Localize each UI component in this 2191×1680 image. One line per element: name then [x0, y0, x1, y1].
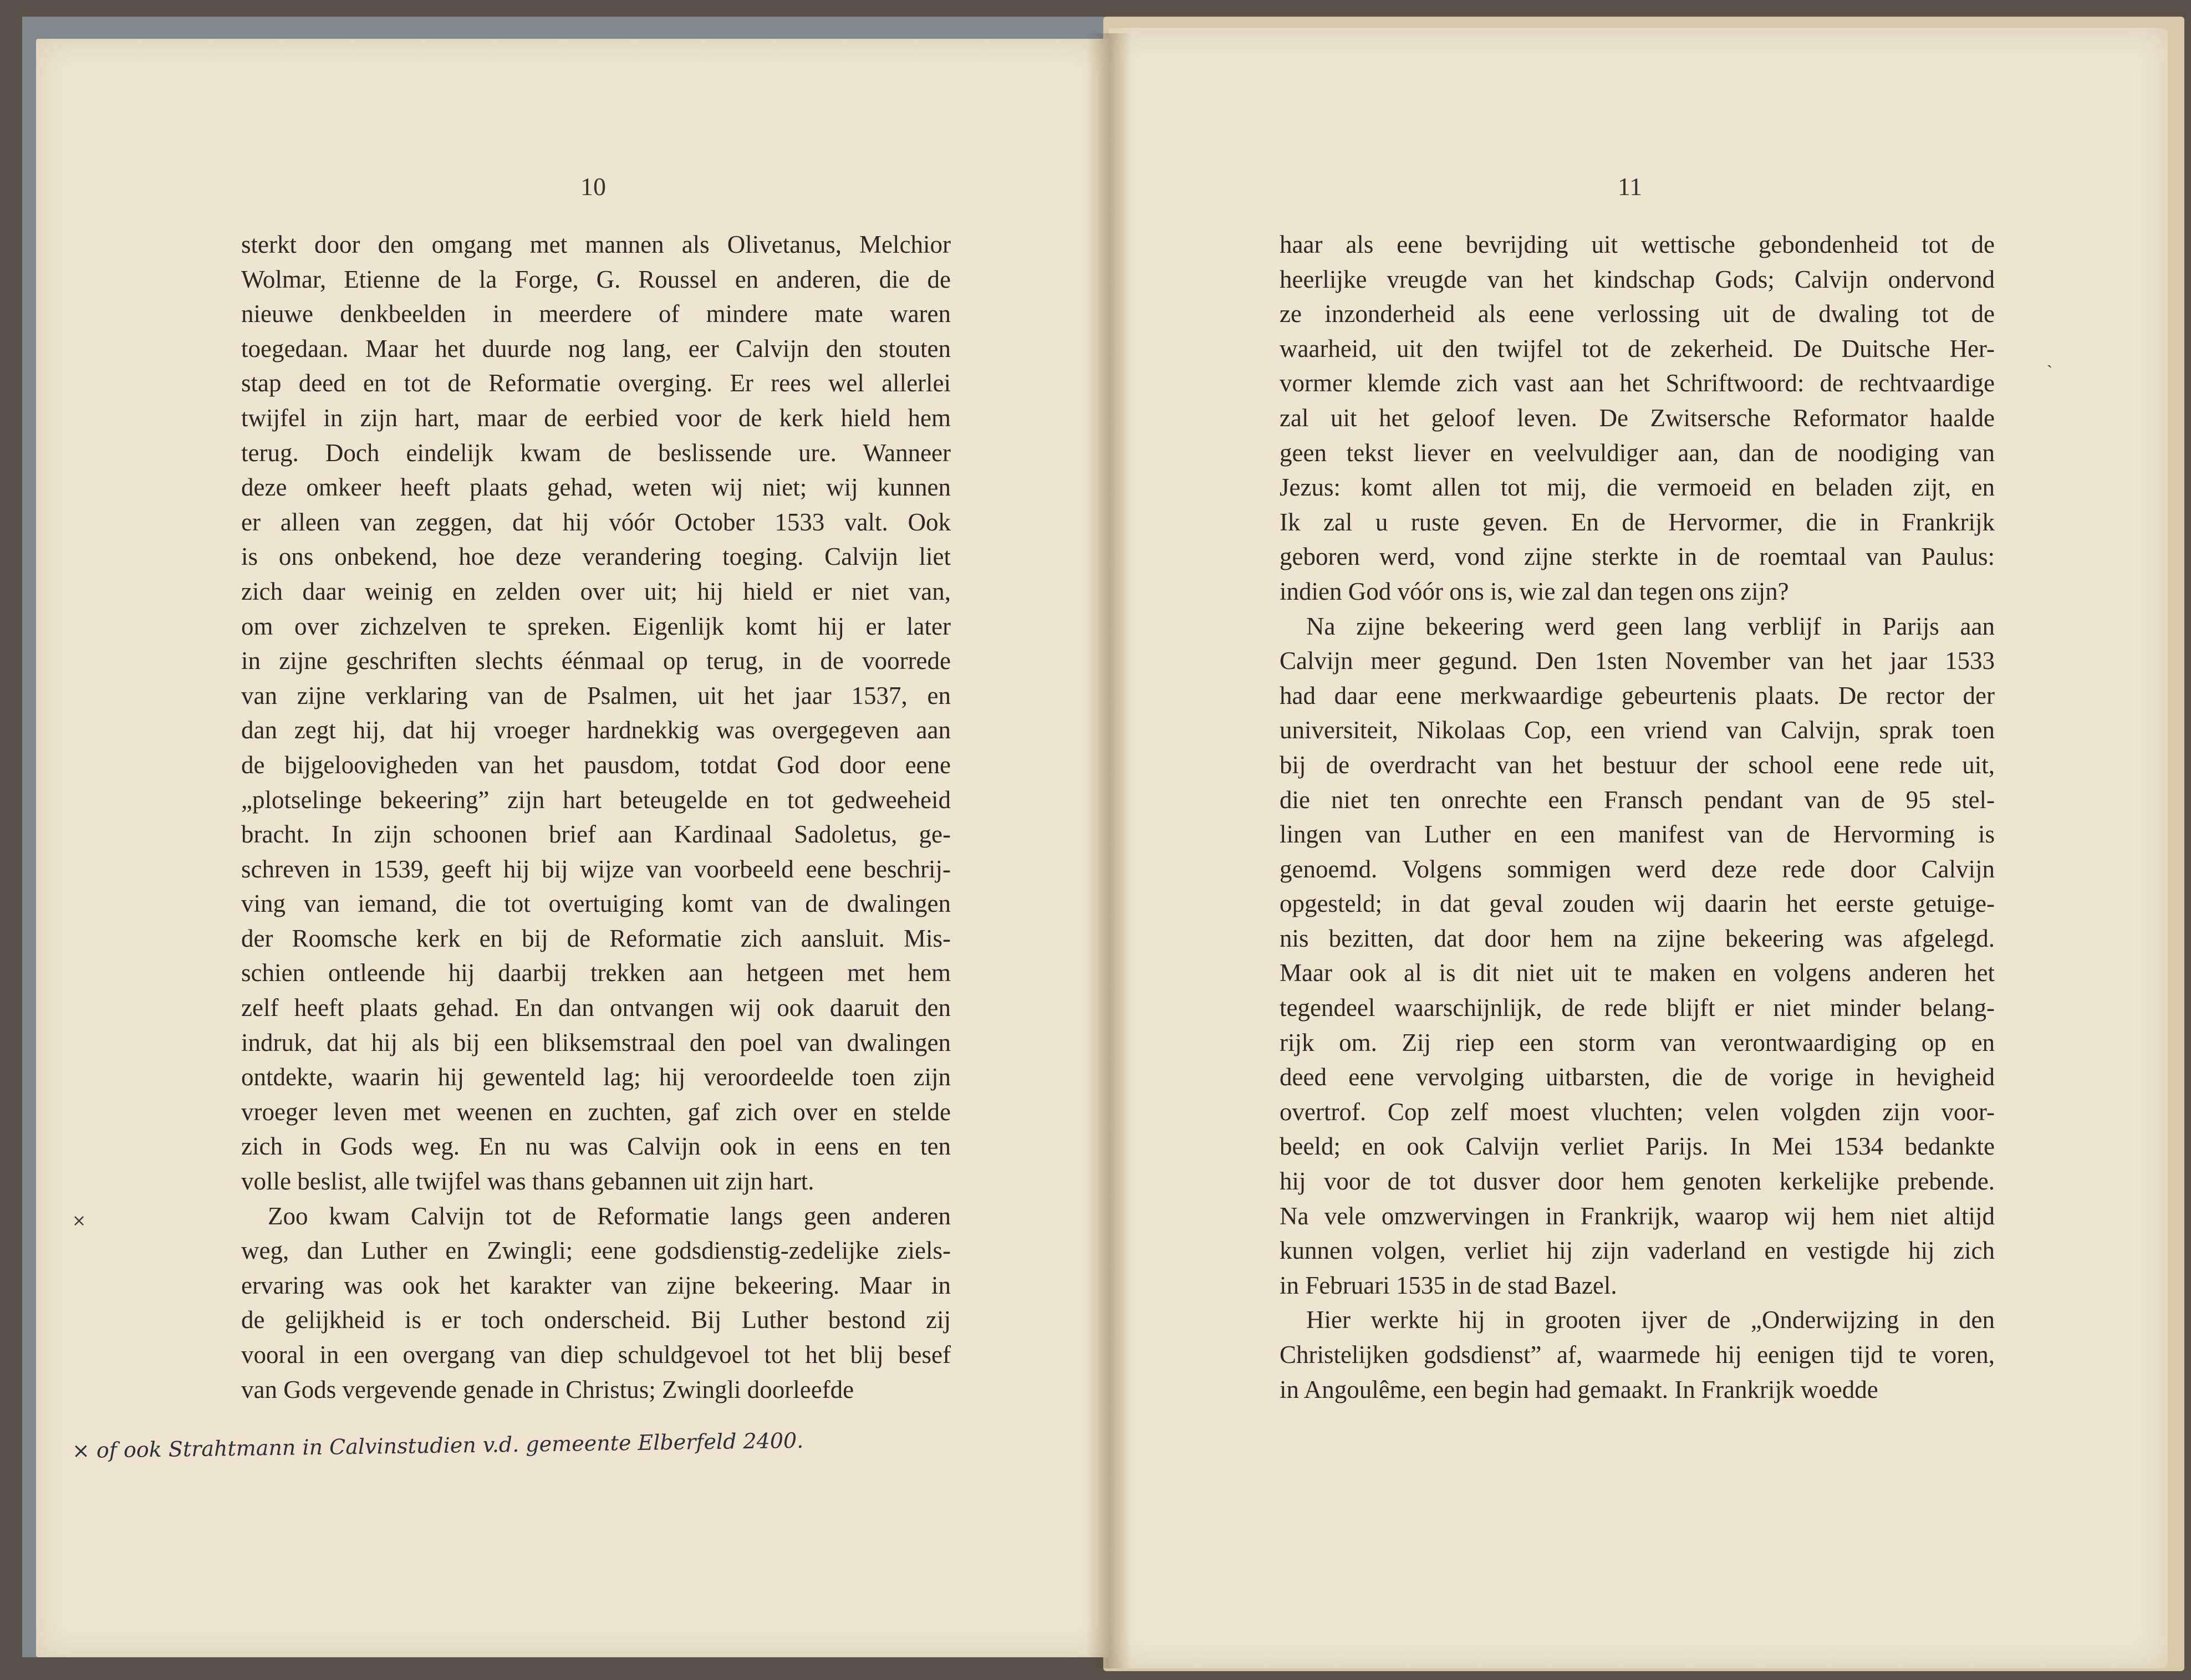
text-line: deed eene vervolging uitbarsten, die de vorige in hevigheid [1280, 1063, 1995, 1091]
text-line: schien ontleende hij daarbij trekken aan hetgeen met hem [241, 959, 951, 987]
text-line: sterkt door den omgang met mannen als Olivetanus, Melchior [241, 231, 951, 258]
text-line: vroeger leven met weenen en zuchten, gaf zich over en stelde [241, 1097, 951, 1126]
text-line: Maar ook al is dit niet uit te maken en volgens anderen het [1280, 959, 1995, 987]
text-line: nis bezitten, dat door hem na zijne bekeering was afgelegd. [1280, 924, 1995, 952]
text-line: stap deed en tot de Reformatie overging. Er rees wel allerlei [241, 369, 951, 397]
text-line: van Gods vergevende genade in Christus; Zwingli doorleefde [241, 1375, 854, 1403]
text-line: waarheid, uit den twijfel tot de zekerheid. De Duitsche Her- [1280, 334, 1995, 362]
text-line: de bijgeloovigheden van het pausdom, totdat God door eene [241, 750, 951, 779]
text-line: universiteit, Nikolaas Cop, een vriend van Calvijn, sprak toen [1280, 716, 1995, 744]
text-line: ving van iemand, die tot overtuiging komt van de dwalingen [241, 890, 951, 918]
text-line: zelf heeft plaats gehad. En dan ontvangen wij ook daaruit den [241, 994, 951, 1022]
text-line: Na zijne bekeering werd geen lang verblijf in Parijs aan [1306, 612, 1995, 640]
text-line: twijfel in zijn hart, maar de eerbied voor de kerk hield hem [241, 404, 951, 432]
text-line: toegedaan. Maar het duurde nog lang, eer Calvijn den stouten [241, 334, 951, 362]
text-line: er alleen van zeggen, dat hij vóór October 1533 valt. Ook [241, 508, 951, 536]
text-line: is ons onbekend, hoe deze verandering toeging. Calvijn liet [241, 543, 951, 571]
text-line: heerlijke vreugde van het kindschap Gods; Calvijn ondervond [1280, 265, 1995, 293]
text-line: in Februari 1535 in de stad Bazel. [1280, 1271, 1617, 1299]
text-line: in Angoulême, een begin had gemaakt. In Frankrijk woedde [1280, 1375, 1878, 1403]
text-line: die niet ten onrechte een Fransch pendant van de 95 stel- [1280, 785, 1995, 814]
text-line: Zoo kwam Calvijn tot de Reformatie langs geen anderen [268, 1202, 951, 1230]
left-page-number: 10 [580, 172, 606, 201]
margin-tick-mark: ˏ [2047, 349, 2052, 369]
text-line: Christelijken godsdienst” af, waarmede hij eenigen tijd te voren, [1280, 1341, 1995, 1368]
text-line: had daar eene merkwaardige gebeurtenis plaats. De rector der [1280, 681, 1995, 709]
text-line: Jezus: komt allen tot mij, die vermoeid en beladen zijt, en [1280, 473, 1995, 502]
text-line: overtrof. Cop zelf moest vluchten; velen volgden zijn voor- [1280, 1097, 1995, 1126]
text-line: in zijne geschriften slechts éénmaal op terug, in de voorrede [241, 647, 951, 675]
text-line: terug. Doch eindelijk kwam de beslissende ure. Wanneer [241, 438, 951, 467]
text-line: indien God vóór ons is, wie zal dan tegen ons zijn? [1280, 577, 1789, 605]
text-line: „plotselinge bekeering” zijn hart beteugelde en tot gedweeheid [241, 785, 951, 814]
text-line: Calvijn meer gegund. Den 1sten November van het jaar 1533 [1280, 647, 1995, 675]
text-line: zich in Gods weg. En nu was Calvijn ook in eens en ten [241, 1132, 951, 1161]
text-line: genoemd. Volgens sommigen werd deze rede door Calvijn [1280, 855, 1995, 883]
text-line: weg, dan Luther en Zwingli; eene godsdienstig-zedelijke ziels- [241, 1237, 951, 1265]
text-line: hij voor de tot dusver door hem genoten kerkelijke prebende. [1280, 1167, 1995, 1196]
text-line: nieuwe denkbeelden in meerdere of mindere mate waren [241, 300, 951, 328]
text-line: Hier werkte hij in grooten ijver de „Onderwijzing in den [1306, 1306, 1995, 1334]
text-line: bij de overdracht van het bestuur der school eene rede uit, [1280, 750, 1995, 779]
left-page-text [241, 227, 951, 1407]
text-line: der Roomsche kerk en bij de Reformatie zich aansluit. Mis- [241, 924, 951, 952]
text-line: vooral in een overgang van diep schuldgevoel tot het blij besef [241, 1341, 951, 1368]
text-line: geboren werd, vond zijne sterkte in de roemtaal van Paulus: [1280, 543, 1995, 571]
text-line: ervaring was ook het karakter van zijne bekeering. Maar in [241, 1271, 951, 1299]
book-gutter [1087, 33, 1131, 1668]
text-line: dan zegt hij, dat hij vroeger hardnekkig was overgegeven aan [241, 716, 951, 744]
text-line: ze inzonderheid als eene verlossing uit de dwaling tot de [1280, 300, 1995, 328]
text-line: om over zichzelven te spreken. Eigenlijk komt hij er later [241, 612, 951, 640]
text-line: zal uit het geloof leven. De Zwitsersche Reformator haalde [1280, 404, 1995, 432]
text-line: Wolmar, Etienne de la Forge, G. Roussel en anderen, die de [241, 265, 951, 293]
text-line: deze omkeer heeft plaats gehad, weten wij niet; wij kunnen [241, 473, 951, 502]
text-line: ontdekte, waarin hij gewenteld lag; hij veroordeelde toen zijn [241, 1063, 951, 1091]
text-line: rijk om. Zij riep een storm van verontwaardiging op en [1280, 1028, 1995, 1056]
text-line: tegendeel waarschijnlijk, de rede blijft er niet minder belang- [1280, 994, 1995, 1022]
margin-cross-mark: × [72, 1211, 86, 1230]
text-line: volle beslist, alle twijfel was thans gebannen uit zijn hart. [241, 1167, 814, 1196]
text-line: schreven in 1539, geeft hij bij wijze van voorbeeld eene beschrij- [241, 855, 951, 883]
text-line: Na vele omzwervingen in Frankrijk, waarop wij hem niet altijd [1280, 1202, 1995, 1230]
text-line: van zijne verklaring van de Psalmen, uit het jaar 1537, en [241, 681, 951, 709]
text-line: vormer klemde zich vast aan het Schriftwoord: de rechtvaardige [1280, 369, 1995, 397]
text-line: Ik zal u ruste geven. En de Hervormer, die in Frankrijk [1280, 508, 1995, 536]
text-line: zich daar weinig en zelden over uit; hij hield er niet van, [241, 577, 951, 605]
text-line: geen tekst liever en veelvuldiger aan, dan de noodiging van [1280, 438, 1995, 467]
right-page-number: 11 [1617, 172, 1643, 201]
text-line: opgesteld; in dat geval zouden wij daarin het eerste getuige- [1280, 890, 1995, 918]
text-line: beeld; en ook Calvijn verliet Parijs. In Mei 1534 bedankte [1280, 1132, 1995, 1161]
text-line: indruk, dat hij als bij een bliksemstraal den poel van dwalingen [241, 1028, 951, 1056]
text-line: de gelijkheid is er toch onderscheid. Bij Luther bestond zij [241, 1306, 951, 1334]
text-line: kunnen volgen, verliet hij zijn vaderland en vestigde hij zich [1280, 1237, 1995, 1265]
text-line: lingen van Luther en een manifest van de Hervorming is [1280, 820, 1995, 849]
text-line: haar als eene bevrijding uit wettische gebondenheid tot de [1280, 231, 1995, 258]
handwritten-annotation: × of ook Strahtmann in Calvinstudien v.d. gemeente Elberfeld 2400. [72, 1428, 804, 1463]
right-page-text [1280, 227, 1995, 1407]
text-line: bracht. In zijn schoonen brief aan Kardinaal Sadoletus, ge- [241, 820, 951, 849]
